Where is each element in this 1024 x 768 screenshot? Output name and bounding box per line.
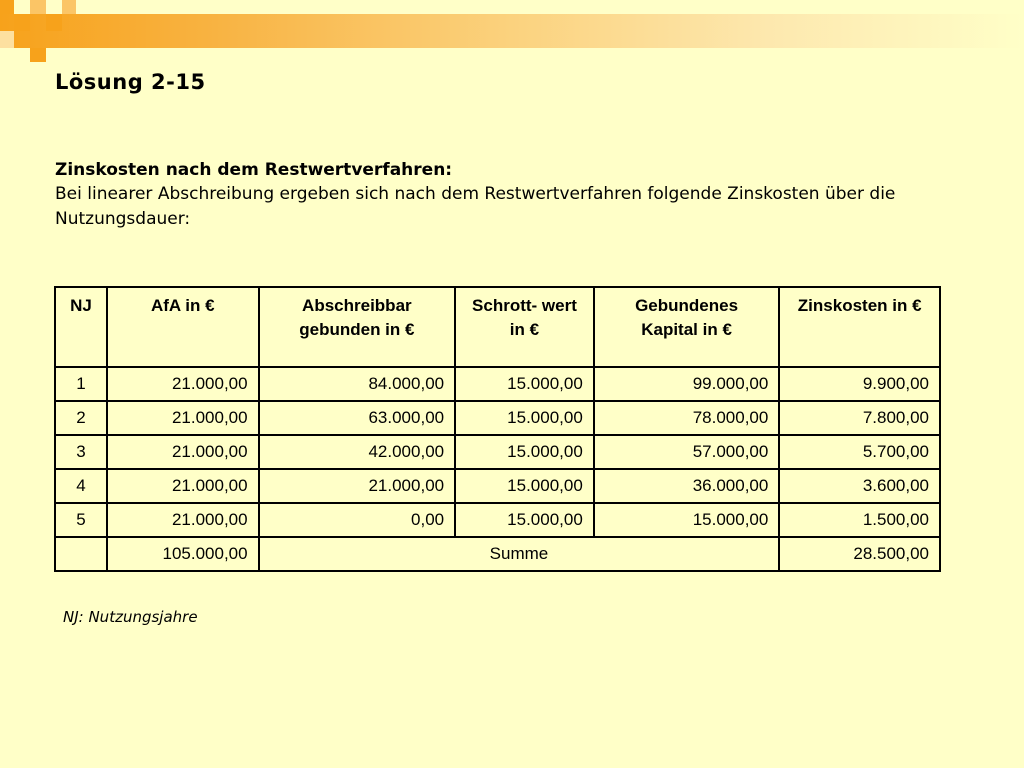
total-zinskosten-cell: 28.500,00 <box>779 537 940 571</box>
total-label: Summe <box>259 537 780 571</box>
table-cell: 21.000,00 <box>107 401 259 435</box>
table-cell: 1.500,00 <box>779 503 940 537</box>
table-row <box>55 367 940 401</box>
decor-square <box>30 0 46 14</box>
column-header: Zinskosten in € <box>779 287 940 367</box>
column-header: Gebundenes Kapital in € <box>594 287 780 367</box>
table-cell: 0,00 <box>259 503 456 537</box>
table-cell: 42.000,00 <box>259 435 456 469</box>
table-body <box>55 367 940 571</box>
table-cell: 7.800,00 <box>779 401 940 435</box>
decor-square <box>14 14 30 31</box>
table-cell: 9.900,00 <box>779 367 940 401</box>
page-title: Lösung 2-15 <box>55 70 206 94</box>
section-heading: Zinskosten nach dem Restwertverfahren: <box>55 160 453 180</box>
column-header: AfA in € <box>107 287 259 367</box>
total-afa-cell: 105.000,00 <box>107 537 259 571</box>
column-header: NJ <box>55 287 107 367</box>
decor-square <box>62 0 76 14</box>
decor-square <box>46 14 62 31</box>
table-cell: 21.000,00 <box>107 503 259 537</box>
table-cell: 15.000,00 <box>455 469 594 503</box>
table-cell: 21.000,00 <box>259 469 456 503</box>
table-cell: 5 <box>55 503 107 537</box>
table-cell: 99.000,00 <box>594 367 780 401</box>
table-cell: 3.600,00 <box>779 469 940 503</box>
table-cell: 3 <box>55 435 107 469</box>
total-row <box>55 537 940 571</box>
zinskosten-table <box>54 286 941 572</box>
table-cell: 21.000,00 <box>107 469 259 503</box>
table-cell: 21.000,00 <box>107 435 259 469</box>
table-cell: 5.700,00 <box>779 435 940 469</box>
table-cell: 15.000,00 <box>455 367 594 401</box>
table-cell: 21.000,00 <box>107 367 259 401</box>
table-row <box>55 435 940 469</box>
table-cell: 15.000,00 <box>455 435 594 469</box>
table-cell: 57.000,00 <box>594 435 780 469</box>
table-cell: 84.000,00 <box>259 367 456 401</box>
footnote: NJ: Nutzungsjahre <box>63 608 198 626</box>
table-row <box>55 503 940 537</box>
table-cell: 78.000,00 <box>594 401 780 435</box>
table-cell: 15.000,00 <box>455 401 594 435</box>
table-row <box>55 469 940 503</box>
column-header: Schrott- wert in € <box>455 287 594 367</box>
table-cell: 15.000,00 <box>455 503 594 537</box>
table-row <box>55 401 940 435</box>
table-cell: 63.000,00 <box>259 401 456 435</box>
decor-square <box>0 31 14 48</box>
table-cell: 4 <box>55 469 107 503</box>
table-cell: 2 <box>55 401 107 435</box>
table-cell: 1 <box>55 367 107 401</box>
table-header-row <box>55 287 940 367</box>
header-gradient-bar <box>0 14 1024 48</box>
table-cell: 36.000,00 <box>594 469 780 503</box>
decor-square <box>30 48 46 62</box>
description-text: Bei linearer Abschreibung ergeben sich nach dem Restwertverfahren folgende Zinskosten über die Nutzungsdauer: <box>55 184 896 229</box>
column-header: Abschreibbar gebunden in € <box>259 287 456 367</box>
decor-square <box>0 0 14 14</box>
table-cell: 15.000,00 <box>594 503 780 537</box>
empty-cell <box>55 537 107 571</box>
